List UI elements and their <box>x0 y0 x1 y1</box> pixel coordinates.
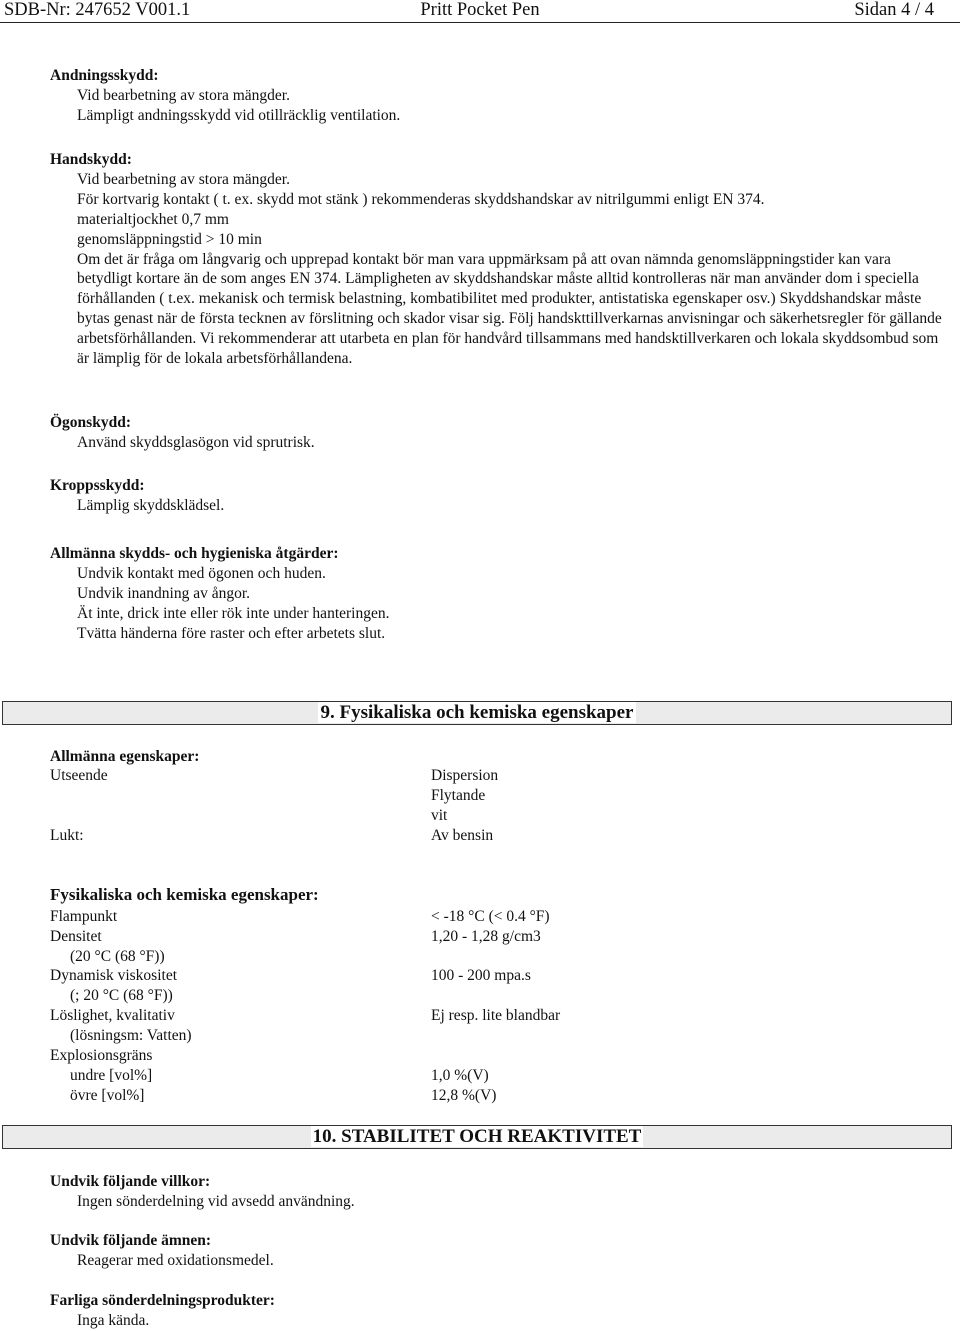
odor-value: Av bensin <box>431 827 494 844</box>
text-line: Lämpligt andningsskydd vid otillräcklig ventilation. <box>77 106 401 124</box>
document-id: SDB-Nr: 247652 V001.1 <box>4 0 191 20</box>
text-line: Vid bearbetning av stora mängder. <box>77 170 290 188</box>
lower-limit-value: 1,0 %(V) <box>431 1067 489 1084</box>
section-title: Undvik följande ämnen: <box>50 1232 212 1249</box>
page-number: Sidan 4 / 4 <box>854 0 934 20</box>
appearance-label: Utseende <box>50 767 108 784</box>
glove-paragraph: Om det är fråga om långvarig och upprepad kontakt bör man vara uppmärksam på att ovan nämnda genomsläppningstider kan vara betydligt kortare än de som anges EN 374. Lämpligheten av skyddshandskar måste alltid kontrolleras när man använder dom i speciella förhållanden ( t.ex. mekanisk och termisk belastning, kombatibilitet med produkter, antistatiska egenskaper osv.) Skyddshandskar måste bytas genast när de första tecknen av förslitning och skador visar sig. Följ handskttillverkarnas anvisningar och säkerhetsregler för gällande arbetsförhållanden. Vi rekommenderar att utarbeta en plan för handvård tillsammans med handsktillverkaren och lokala skyddsombud som är lämplig för de lokala arbetsförhållandena. <box>77 250 942 368</box>
text-line: Lämplig skyddsklädsel. <box>77 496 225 514</box>
text-line: Ät inte, drick inte eller rök inte under hanteringen. <box>77 604 390 622</box>
body-protection <box>50 476 224 516</box>
materials-to-avoid <box>50 1231 274 1271</box>
section-title: Allmänna skydds- och hygieniska åtgärder: <box>50 545 339 562</box>
density-condition: (20 °C (68 °F)) <box>70 948 165 965</box>
text-line: materialtjockhet 0,7 mm <box>77 210 229 228</box>
text-line: Vid bearbetning av stora mängder. <box>77 86 290 104</box>
section-title: Ögonskydd: <box>50 414 131 431</box>
conditions-to-avoid <box>50 1172 355 1212</box>
appearance-value: Flytande <box>431 787 486 804</box>
section-9-heading-bar <box>2 701 952 725</box>
section-title: Andningsskydd: <box>50 67 159 84</box>
text-line: Tvätta händerna före raster och efter arbetets slut. <box>77 624 386 642</box>
hazardous-decomposition <box>50 1291 275 1331</box>
section-title: Undvik följande villkor: <box>50 1173 211 1190</box>
text-line: Inga kända. <box>77 1311 150 1329</box>
hand-protection <box>50 150 947 369</box>
product-name: Pritt Pocket Pen <box>420 0 540 20</box>
text-line: Reagerar med oxidationsmedel. <box>77 1251 274 1269</box>
text-line: Ingen sönderdelning vid avsedd användning. <box>77 1192 355 1210</box>
flash-point-value: < -18 °C (< 0.4 °F) <box>431 908 550 925</box>
header-rule <box>0 22 960 23</box>
text-line: För kortvarig kontakt ( t. ex. skydd mot stänk ) rekommenderas skyddshandskar av nitrilgummi enligt EN 374. <box>77 190 765 208</box>
viscosity-label: Dynamisk viskositet <box>50 967 178 984</box>
section-10-heading: 10. STABILITET OCH REAKTIVITET <box>312 1126 642 1147</box>
density-label: Densitet <box>50 928 102 945</box>
appearance-value: vit <box>431 807 448 824</box>
flash-point-label: Flampunkt <box>50 908 118 925</box>
upper-limit-value: 12,8 %(V) <box>431 1087 497 1104</box>
solubility-value: Ej resp. lite blandbar <box>431 1007 561 1024</box>
viscosity-value: 100 - 200 mpa.s <box>431 967 531 984</box>
section-9-heading: 9. Fysikaliska och kemiska egenskaper <box>320 702 634 723</box>
respiratory-protection <box>50 66 400 126</box>
section-title: Kroppsskydd: <box>50 477 145 494</box>
section-title: Handskydd: <box>50 151 132 168</box>
upper-limit-label: övre [vol%] <box>70 1087 145 1104</box>
density-value: 1,20 - 1,28 g/cm3 <box>431 928 541 945</box>
section-10-heading-bar <box>2 1125 952 1149</box>
properties-title: Fysikaliska och kemiska egenskaper: <box>50 885 319 904</box>
section-title: Farliga sönderdelningsprodukter: <box>50 1292 275 1309</box>
general-properties-title: Allmänna egenskaper: <box>50 748 200 765</box>
text-line: Använd skyddsglasögon vid sprutrisk. <box>77 433 315 451</box>
solubility-condition: (lösningsm: Vatten) <box>70 1027 192 1044</box>
solubility-label: Löslighet, kvalitativ <box>50 1007 175 1024</box>
general-hygiene <box>50 544 389 644</box>
text-line: Undvik kontakt med ögonen och huden. <box>77 564 326 582</box>
text-line: genomsläppningstid > 10 min <box>77 230 262 248</box>
appearance-value: Dispersion <box>431 767 499 784</box>
text-line: Undvik inandning av ångor. <box>77 584 251 602</box>
lower-limit-label: undre [vol%] <box>70 1067 153 1084</box>
page-header <box>0 0 960 22</box>
viscosity-condition: (; 20 °C (68 °F)) <box>70 987 173 1004</box>
odor-label: Lukt: <box>50 827 84 844</box>
eye-protection <box>50 413 315 453</box>
explosion-limit-label: Explosionsgräns <box>50 1047 153 1064</box>
